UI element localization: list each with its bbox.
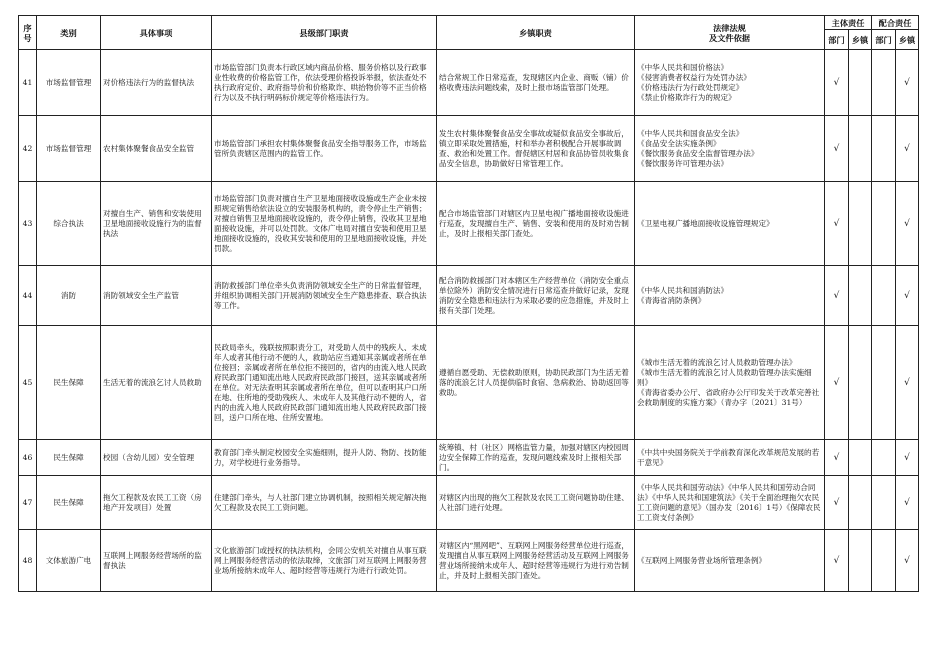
main-dept-check: √: [825, 50, 849, 116]
row-laws: [635, 476, 825, 530]
responsibility-table: [18, 15, 919, 592]
header-coop: 配合责任: [872, 16, 919, 30]
law-entry: 《价格违法行为行政处罚规定》: [637, 82, 744, 92]
table-row: [19, 326, 919, 440]
coop-dept-check: [872, 440, 896, 476]
row-item: 农村集体聚餐食品安全监管: [101, 116, 212, 182]
coop-dept-check: [872, 476, 896, 530]
header-coop-dept: 部门: [872, 30, 896, 50]
row-town-duty: 发生农村集体聚餐食品安全事故或疑似食品安全事故后，镇立即采取处置措施，村和举办者积极配合开展事故调查、救治和处置工作。督促辖区村居和食品协管员收集食品安全信息，协助做好日常管理工作。: [437, 116, 635, 182]
row-category: 民生保障: [37, 440, 101, 476]
main-town-check: [849, 50, 872, 116]
coop-dept-check: [872, 182, 896, 266]
law-entry: 《食品安全法实施条例》: [637, 138, 721, 148]
law-entry: 《中华人民共和国食品安全法》: [637, 128, 744, 138]
law-entry: 《城市生活无着的流浪乞讨人员救助管理办法实施细则》: [637, 367, 812, 387]
coop-town-check: √: [896, 530, 919, 592]
header-law: 法律法规 及文件依据: [635, 16, 825, 50]
row-category: 民生保障: [37, 476, 101, 530]
row-seq: 48: [19, 530, 37, 592]
table-row: [19, 476, 919, 530]
coop-town-check: √: [896, 440, 919, 476]
main-dept-check: √: [825, 476, 849, 530]
row-town-duty: 遵循自愿受助、无偿救助原则，协助民政部门为生活无着落的流浪乞讨人员提供临时食宿、急病救治、协助返回等救助。: [437, 326, 635, 440]
law-entry: 《青海省消防条例》: [637, 295, 706, 305]
law-entry: 《卫星电视广播地面接收设施管理规定》: [637, 218, 774, 228]
row-county-duty: 消防救援部门单位牵头负责消防领域安全生产的日常监督管理，并组织协调相关部门开展消防领域安全生产隐患排查、联合执法等工作。: [212, 266, 437, 326]
header-category: 类别: [37, 16, 101, 50]
row-category: 文体旅游广电: [37, 530, 101, 592]
coop-town-check: √: [896, 476, 919, 530]
row-item: 对价格违法行为的监督执法: [101, 50, 212, 116]
row-town-duty: 对辖区内出现的拖欠工程款及农民工工资问题协助住建、人社部门进行处理。: [437, 476, 635, 530]
main-dept-check: √: [825, 530, 849, 592]
coop-town-check: √: [896, 50, 919, 116]
row-seq: 44: [19, 266, 37, 326]
row-town-duty: 统筹镇、村（社区）网格监管力量，加强对辖区内校园周边安全保障工作的巡查，发现问题线索及时上报相关部门。: [437, 440, 635, 476]
main-town-check: [849, 266, 872, 326]
law-entry: 《侵害消费者权益行为处罚办法》: [637, 72, 751, 82]
main-town-check: [849, 116, 872, 182]
coop-dept-check: [872, 116, 896, 182]
law-entry: 《互联网上网服务营业场所管理条例》: [637, 555, 767, 565]
row-county-duty: 教育部门牵头制定校园安全实施细则，提升人防、物防、技防能力，对学校进行业务指导。: [212, 440, 437, 476]
row-laws: [635, 182, 825, 266]
row-item: 校园（含幼儿园）安全管理: [101, 440, 212, 476]
row-category: 消防: [37, 266, 101, 326]
coop-dept-check: [872, 530, 896, 592]
law-entry: 《餐饮服务食品安全监督管理办法》: [637, 148, 759, 158]
table-row: [19, 266, 919, 326]
row-town-duty: 配合消防救援部门对本辖区生产经营单位（消防安全重点单位除外）消防安全情况进行日常巡查并做好记录，发现消防安全隐患和违法行为采取必要的应急措施，并及时上报有关部门处理。: [437, 266, 635, 326]
table-row: [19, 116, 919, 182]
main-dept-check: √: [825, 440, 849, 476]
main-town-check: [849, 530, 872, 592]
header-county: 县级部门职责: [212, 16, 437, 50]
row-laws: [635, 266, 825, 326]
law-entry: 《城市生活无着的流浪乞讨人员救助管理办法》: [637, 357, 797, 367]
row-laws: [635, 116, 825, 182]
main-town-check: [849, 476, 872, 530]
table-row: [19, 530, 919, 592]
row-county-duty: 民政局牵头，残联按照职责分工，对受助人员中的残疾人、未成年人或者其他行动不便的人，救助站应当通知其亲属或者所在单位接回；亲属或者所在单位拒不接回的，省内的由流入地人民政府民政部门通知流出地人民政府民政部门接回，送其亲属或者所在单位。对无法查明其亲属或者所在单位，但可以查明其户口所在地、住所地的受助残疾人、未成年人及其他行动不便的人，省内的由流入地人民政府民政部门通知流出地人民政府民政部门接回，送户口所在地、住所安置地。: [212, 326, 437, 440]
row-seq: 41: [19, 50, 37, 116]
coop-town-check: √: [896, 266, 919, 326]
coop-town-check: √: [896, 182, 919, 266]
law-entry: 《中共中央国务院关于学前教育深化改革规范发展的若干意见》: [637, 447, 820, 467]
header-main-dept: 部门: [825, 30, 849, 50]
row-county-duty: 市场监管部门负责对擅自生产卫星地面接收设施或生产企业未按照规定销售给依法设立的安装服务机构的，责令停止生产销售；对擅自销售卫星地面接收设施的，责令停止销售，没收其卫星地面接收设施，并可以处罚款。文体广电局对擅自安装和使用卫星地面接收设施的，没收其安装和使用的卫星地面接收设施，并处罚款。: [212, 182, 437, 266]
main-dept-check: √: [825, 116, 849, 182]
row-county-duty: 市场监管部门负责本行政区域内商品价格、服务价格以及行政事业性收费的价格监管工作，依法受理价格投诉举报，依法查处不执行政府定价、政府指导价和价格欺诈、哄抬物价等不正当价格行为以及不执行明码标价规定等价格违法行为。: [212, 50, 437, 116]
header-coop-town: 乡镇: [896, 30, 919, 50]
row-town-duty: 配合市场监管部门对辖区内卫星电视广播地面接收设施进行巡查，发现擅自生产、销售、安装和使用的及时劝告制止，及时上报相关部门查处。: [437, 182, 635, 266]
header-main-town: 乡镇: [849, 30, 872, 50]
table-row: [19, 50, 919, 116]
main-town-check: [849, 440, 872, 476]
main-dept-check: √: [825, 266, 849, 326]
law-entry: 《餐饮服务许可管理办法》: [637, 158, 729, 168]
row-category: 市场监督管理: [37, 50, 101, 116]
coop-dept-check: [872, 266, 896, 326]
row-item: 消防领域安全生产监管: [101, 266, 212, 326]
header-item: 具体事项: [101, 16, 212, 50]
coop-town-check: √: [896, 116, 919, 182]
row-category: 民生保障: [37, 326, 101, 440]
row-item: 生活无着的流浪乞讨人员救助: [101, 326, 212, 440]
row-county-duty: 文化旅游部门或授权的执法机构，会同公安机关对擅自从事互联网上网服务经营活动的依法取缔，文旅部门对互联网上网服务营业场所接纳未成年人、超时经营等违规行为进行行政处罚。: [212, 530, 437, 592]
header-town: 乡镇职责: [437, 16, 635, 50]
coop-town-check: √: [896, 326, 919, 440]
header-main: 主体责任: [825, 16, 872, 30]
row-item: 互联网上网服务经营场所的监督执法: [101, 530, 212, 592]
main-dept-check: √: [825, 326, 849, 440]
row-seq: 43: [19, 182, 37, 266]
table-body: [19, 50, 919, 592]
law-entry: 《青海省委办公厅、省政府办公厅印发关于改革完善社会救助制度的实施方案》（青办字〔2021〕31号）: [637, 387, 820, 407]
row-seq: 42: [19, 116, 37, 182]
law-entry: 《中华人民共和国消防法》: [637, 285, 729, 295]
coop-dept-check: [872, 326, 896, 440]
row-laws: [635, 440, 825, 476]
row-town-duty: 结合常规工作日常巡查，发现辖区内企业、商贩（铺）价格收费违法问题线索，及时上报市场监管部门处理。: [437, 50, 635, 116]
row-laws: [635, 50, 825, 116]
law-entry: 《禁止价格欺诈行为的规定》: [637, 92, 736, 102]
law-entry: 《中华人民共和国价格法》: [637, 62, 729, 72]
row-town-duty: 对辖区内“黑网吧”、互联网上网服务经营单位进行巡查，发现擅自从事互联网上网服务经营活动及互联网上网服务营业场所接纳未成年人、超时经营等违规行为进行劝告制止，并及时上报相关部门查处。: [437, 530, 635, 592]
row-seq: 47: [19, 476, 37, 530]
row-item: 拖欠工程款及农民工工资（房地产开发项目）处置: [101, 476, 212, 530]
row-category: 市场监督管理: [37, 116, 101, 182]
table-row: [19, 440, 919, 476]
main-town-check: [849, 326, 872, 440]
row-seq: 45: [19, 326, 37, 440]
row-county-duty: 住建部门牵头，与人社部门建立协调机制，按照相关规定解决拖欠工程款及农民工工资问题。: [212, 476, 437, 530]
row-county-duty: 市场监管部门承担农村集体聚餐食品安全指导服务工作，市场监管所负责辖区范围内的监管工作。: [212, 116, 437, 182]
row-seq: 46: [19, 440, 37, 476]
responsibility-table-page: [18, 15, 918, 592]
row-item: 对擅自生产、销售和安装使用卫星地面接收设施行为的监督执法: [101, 182, 212, 266]
table-row: [19, 182, 919, 266]
header-seq: 序号: [19, 16, 37, 50]
main-dept-check: √: [825, 182, 849, 266]
main-town-check: [849, 182, 872, 266]
row-laws: [635, 326, 825, 440]
row-category: 综合执法: [37, 182, 101, 266]
law-entry: 《中华人民共和国劳动法》《中华人民共和国劳动合同法》《中华人民共和国建筑法》《关于全面治理拖欠农民工工资问题的意见》（国办发〔2016〕1号）《保障农民工工资支付条例》: [637, 482, 821, 522]
coop-dept-check: [872, 50, 896, 116]
row-laws: [635, 530, 825, 592]
